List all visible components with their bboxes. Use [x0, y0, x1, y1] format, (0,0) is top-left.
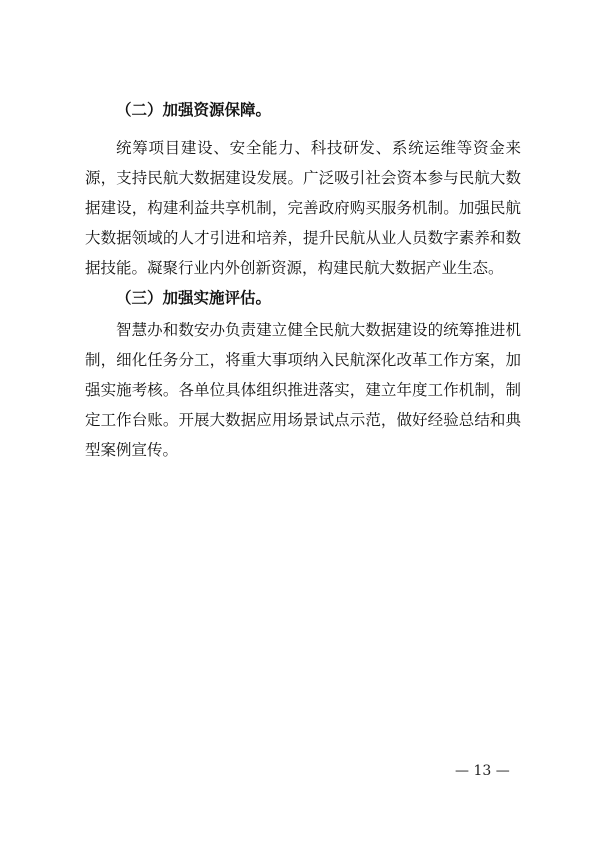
paragraph-line: 型案例宣传。 [85, 441, 179, 459]
paragraph [85, 133, 521, 283]
section-implementation-evaluation [85, 283, 521, 465]
section-resource-guarantee [85, 95, 521, 283]
paragraph-line: 定工作台账。开展大数据应用场景试点示范，做好经验总结和典 [85, 411, 521, 429]
document-body [85, 95, 521, 465]
paragraph-line: 源，支持民航大数据建设发展。广泛吸引社会资本参与民航大数 [85, 169, 521, 187]
section-heading: （二）加强资源保障。 [116, 100, 272, 119]
paragraph-line: 智慧办和数安办负责建立健全民航大数据建设的统筹推进机 [116, 321, 521, 339]
paragraph-line: 统筹项目建设、安全能力、科技研发、系统运维等资金来 [116, 139, 521, 157]
page-number: — 13 — [455, 763, 510, 779]
section-heading: （三）加强实施评估。 [116, 288, 272, 307]
paragraph-line: 大数据领域的人才引进和培养，提升民航从业人员数字素养和数 [85, 229, 521, 247]
paragraph-line: 据建设，构建利益共享机制，完善政府购买服务机制。加强民航 [85, 199, 521, 217]
paragraph [85, 315, 521, 465]
paragraph-line: 制，细化任务分工，将重大事项纳入民航深化改革工作方案，加 [85, 351, 521, 369]
paragraph-line: 强实施考核。各单位具体组织推进落实，建立年度工作机制，制 [85, 381, 521, 399]
paragraph-line: 据技能。凝聚行业内外创新资源，构建民航大数据产业生态。 [85, 259, 504, 277]
